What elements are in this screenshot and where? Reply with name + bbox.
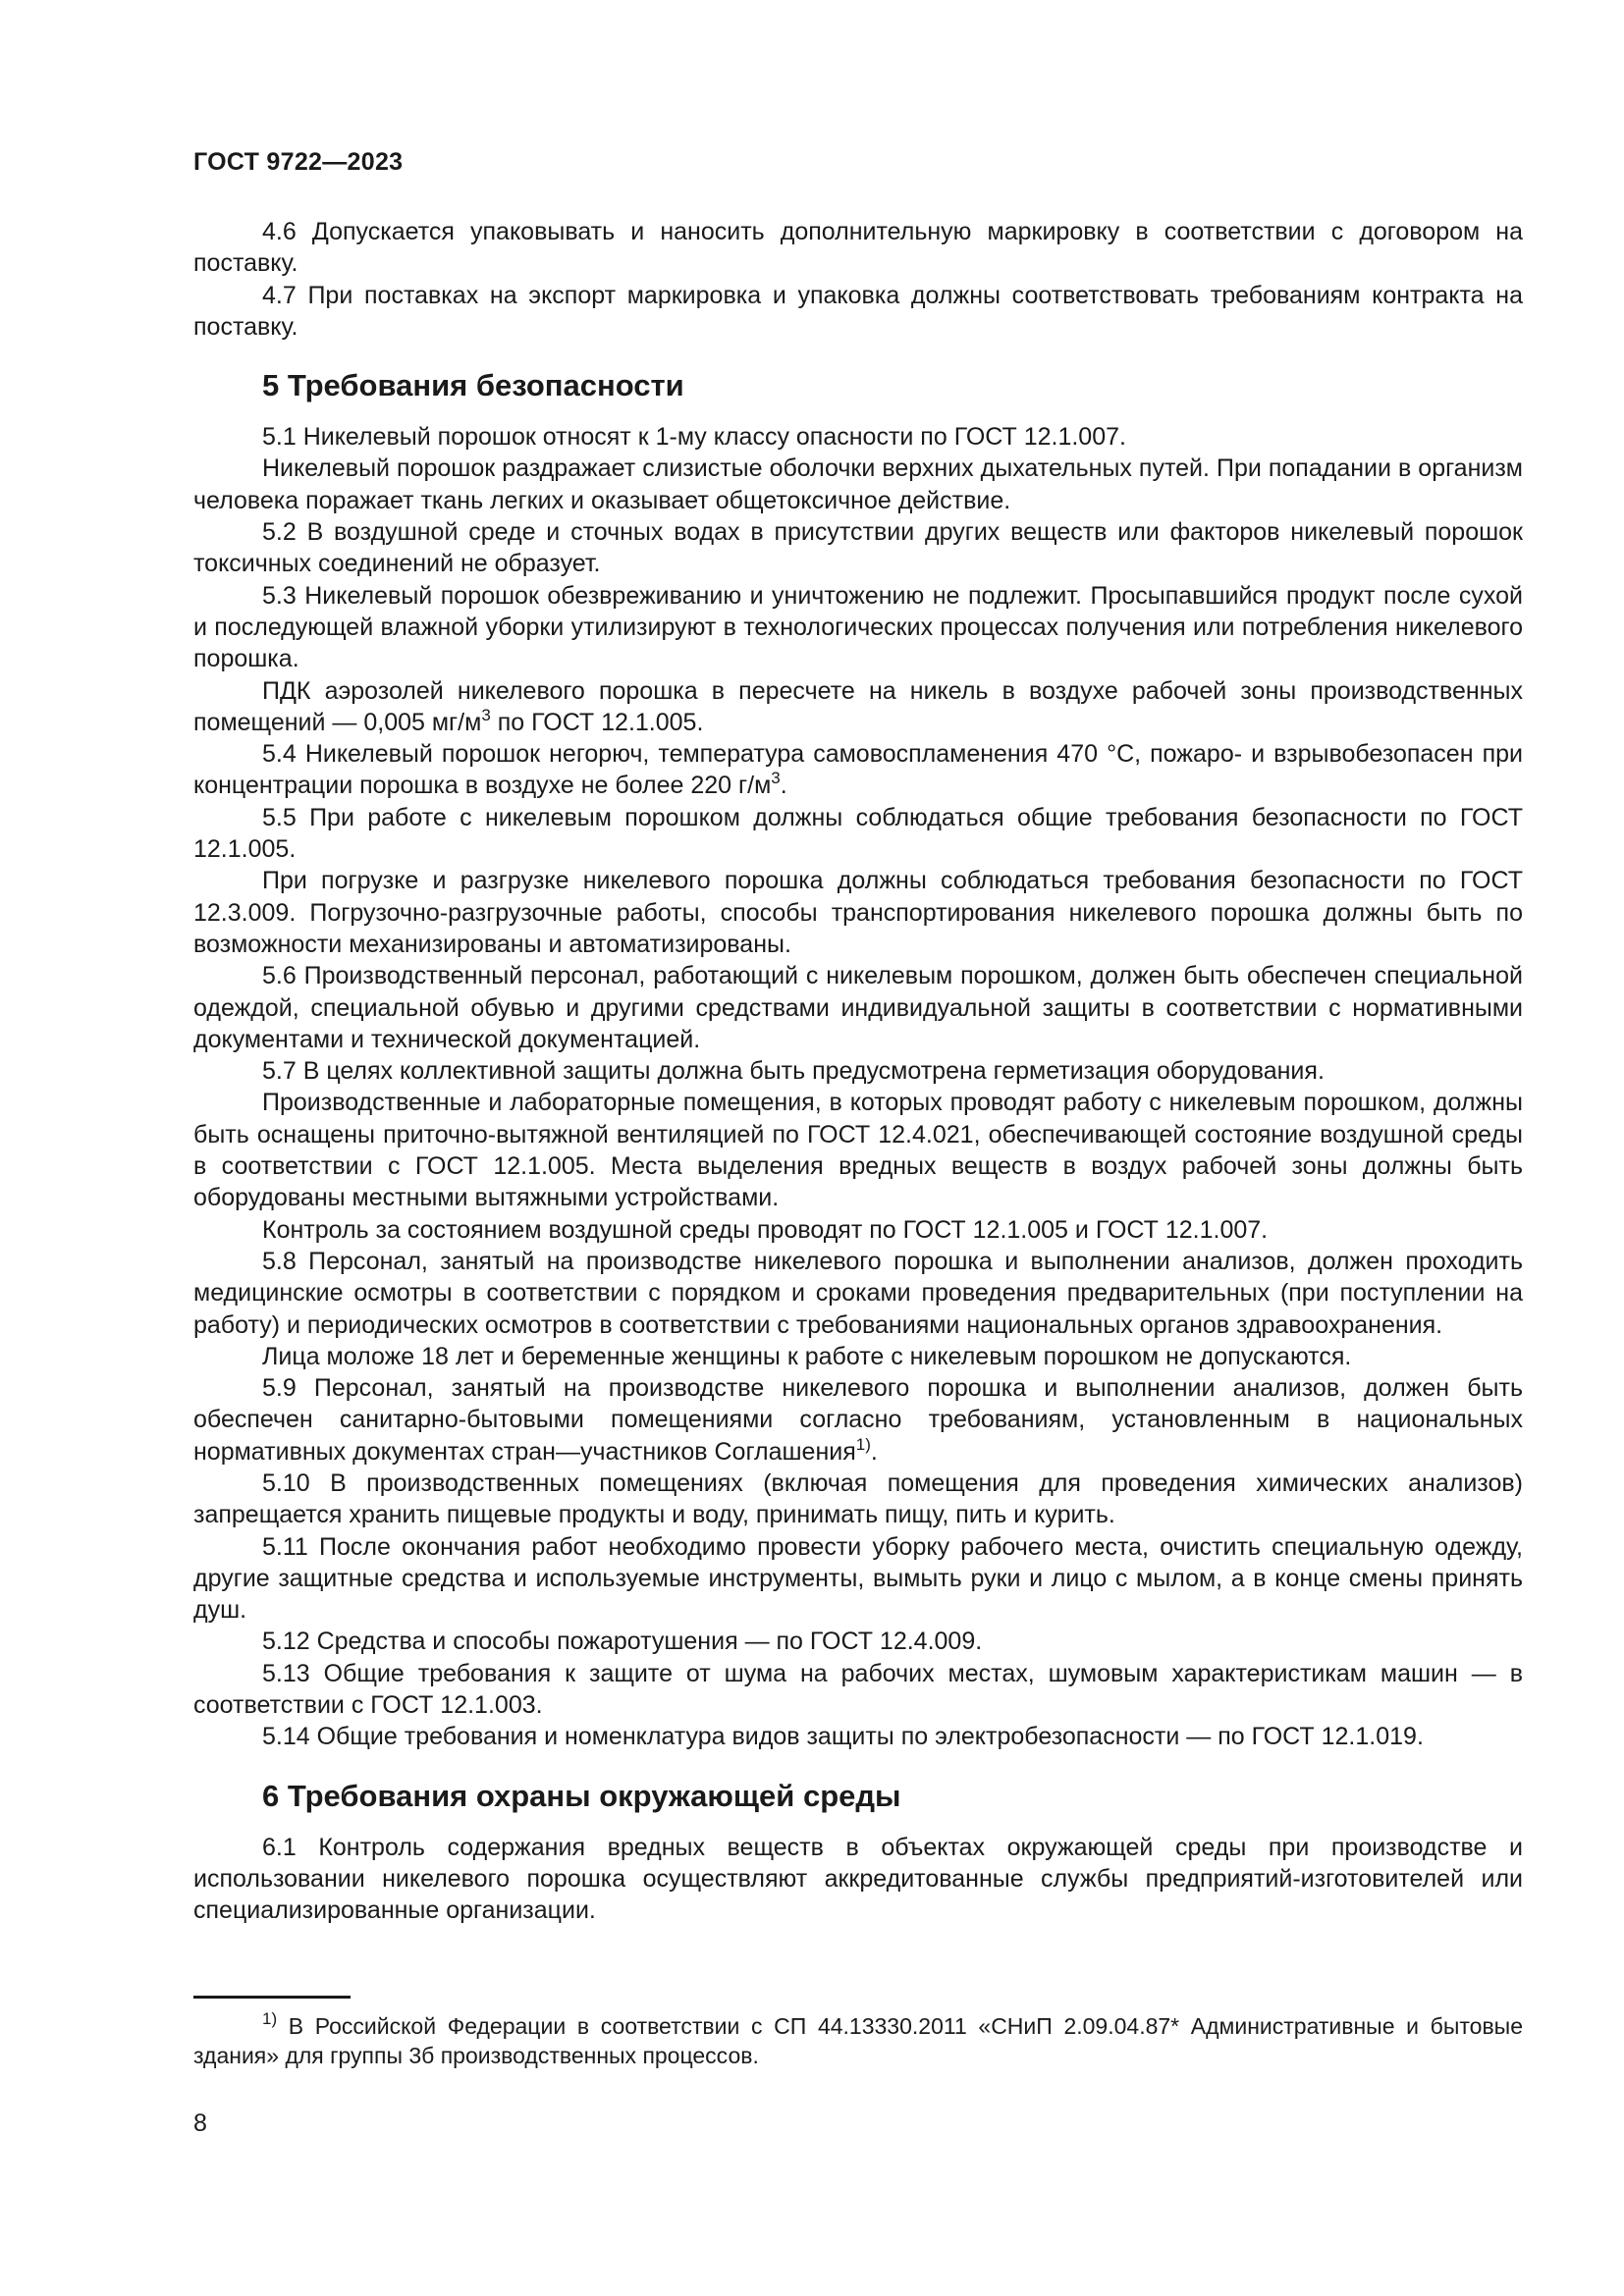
pdk-text-b: по ГОСТ 12.1.005. xyxy=(490,708,704,736)
paragraph-5-10: 5.10 В производственных помещениях (включая помещения для проведения химических анализов) запрещается хранить пищевые продукты и воду, принимать пищу, пить и курить. xyxy=(193,1468,1523,1529)
footnote-divider xyxy=(193,1996,351,1999)
paragraph-5-5-loading: При погрузке и разгрузке никелевого порошка должны соблюдаться требования безопасности по ГОСТ 12.3.009. Погрузочно-разгрузочные работы, способы транспортирования никелевого порошка должны быть по возможности механизированы и автоматизированы. xyxy=(193,867,1523,958)
footnote-text: В Российской Федерации в соответствии с СП 44.13330.2011 «СНиП 2.09.04.87* Административные и бытовые здания» для группы 3б производственных процессов. xyxy=(193,2013,1523,2068)
p59-text-b: . xyxy=(870,1437,878,1466)
paragraph-4-7: 4.7 При поставках на экспорт маркировка и упаковка должны соответствовать требованиям контракта на поставку. xyxy=(193,281,1523,341)
paragraph-5-3: 5.3 Никелевый порошок обезвреживанию и уничтожению не подлежит. Просыпавшийся продукт после сухой и последующей влажной уборки утилизируют в технологических процессах получения или потребления никелевого порошка. xyxy=(193,581,1523,673)
paragraph-5-11: 5.11 После окончания работ необходимо провести уборку рабочего места, очистить специальную одежду, другие защитные средства и используемые инструменты, вымыть руки и лицо с мылом, а в конце смены принять душ. xyxy=(193,1532,1523,1625)
p54-text-a: 5.4 Никелевый порошок негорюч, температура самовоспламенения 470 °С, пожаро- и взрывобезопасен при концентрации порошка в воздухе не более 220 г/м xyxy=(193,740,1523,800)
paragraph-5-1-detail: Никелевый порошок раздражает слизистые оболочки верхних дыхательных путей. При попадании в организм человека поражает ткань легких и оказывает общетоксичное действие. xyxy=(193,454,1523,514)
paragraph-5-7-control: Контроль за состоянием воздушной среды проводят по ГОСТ 12.1.005 и ГОСТ 12.1.007. xyxy=(262,1215,1269,1244)
footnote xyxy=(193,2011,1523,2070)
paragraph-5-7-ventilation: Производственные и лабораторные помещения, в которых проводят работу с никелевым порошком, должны быть оснащены приточно-вытяжной вентиляцией по ГОСТ 12.4.021, обеспечивающей состояние воздушной среды в соответствии с ГОСТ 12.1.005. Места выделения вредных веществ в воздух рабочей зоны должны быть оборудованы местными вытяжными устройствами. xyxy=(193,1089,1523,1212)
paragraph-5-12: 5.12 Средства и способы пожаротушения — по ГОСТ 12.4.009. xyxy=(262,1628,983,1656)
paragraph-5-6: 5.6 Производственный персонал, работающий с никелевым порошком, должен быть обеспечен специальной одеждой, специальной обувью и другими средствами индивидуальной защиты в соответствии с нормативными документами и технической документацией. xyxy=(193,962,1523,1053)
p59-text-a: 5.9 Персонал, занятый на производстве никелевого порошка и выполнении анализов, должен быть обеспечен санитарно-бытовыми помещениями согласно требованиям, установленным в национальных нормативных документах стран—участников Соглашения xyxy=(193,1374,1523,1466)
paragraph-4-6: 4.6 Допускается упаковывать и наносить дополнительную маркировку в соответствии с договором на поставку. xyxy=(193,218,1523,278)
section-5-heading: 5 Требования безопасности xyxy=(262,368,684,403)
pdk-superscript: 3 xyxy=(481,705,491,724)
paragraph-5-3-pdk xyxy=(193,675,1523,739)
paragraph-5-7: 5.7 В целях коллективной защиты должна быть предусмотрена герметизация оборудования. xyxy=(262,1057,1325,1086)
paragraph-5-13: 5.13 Общие требования к защите от шума на рабочих местах, шумовым характеристикам машин — в соответствии с ГОСТ 12.1.003. xyxy=(193,1659,1523,1720)
document-code-header: ГОСТ 9722—2023 xyxy=(193,148,404,176)
paragraph-5-8-restriction: Лица моложе 18 лет и беременные женщины к работе с никелевым порошком не допускаются. xyxy=(262,1342,1352,1370)
p54-superscript: 3 xyxy=(771,769,781,788)
document-page xyxy=(193,147,1523,1927)
footnote-marker: 1) xyxy=(262,2009,278,2028)
footnote-reference: 1) xyxy=(855,1434,871,1454)
page-number: 8 xyxy=(193,2109,207,2137)
paragraph-5-14: 5.14 Общие требования и номенклатура видов защиты по электробезопасности — по ГОСТ 12.1.019. xyxy=(262,1723,1424,1751)
paragraph-5-4 xyxy=(193,738,1523,802)
paragraph-5-9 xyxy=(193,1372,1523,1468)
pdk-text-a: ПДК аэрозолей никелевого порошка в пересчете на никель в воздухе рабочей зоны производственных помещений — 0,005 мг/м xyxy=(193,676,1523,736)
p54-text-b: . xyxy=(780,772,787,800)
paragraph-6-1: 6.1 Контроль содержания вредных веществ в объектах окружающей среды при производстве и использовании никелевого порошка осуществляют аккредитованные службы предприятий-изготовителей или специализированные организации. xyxy=(193,1833,1523,1925)
paragraph-5-5: 5.5 При работе с никелевым порошком должны соблюдаться общие требования безопасности по ГОСТ 12.1.005. xyxy=(193,803,1523,864)
paragraph-5-2: 5.2 В воздушной среде и сточных водах в присутствии других веществ или факторов никелевый порошок токсичных соединений не образует. xyxy=(193,518,1523,578)
section-6-heading: 6 Требования охраны окружающей среды xyxy=(262,1778,901,1813)
paragraph-5-1: 5.1 Никелевый порошок относят к 1-му классу опасности по ГОСТ 12.1.007. xyxy=(262,423,1126,452)
paragraph-5-8: 5.8 Персонал, занятый на производстве никелевого порошка и выполнении анализов, должен проходить медицинские осмотры в соответствии с порядком и сроками проведения предварительных (при поступлении на работу) и периодических осмотров в соответствии с требованиями национальных органов здравоохранения. xyxy=(193,1247,1523,1339)
